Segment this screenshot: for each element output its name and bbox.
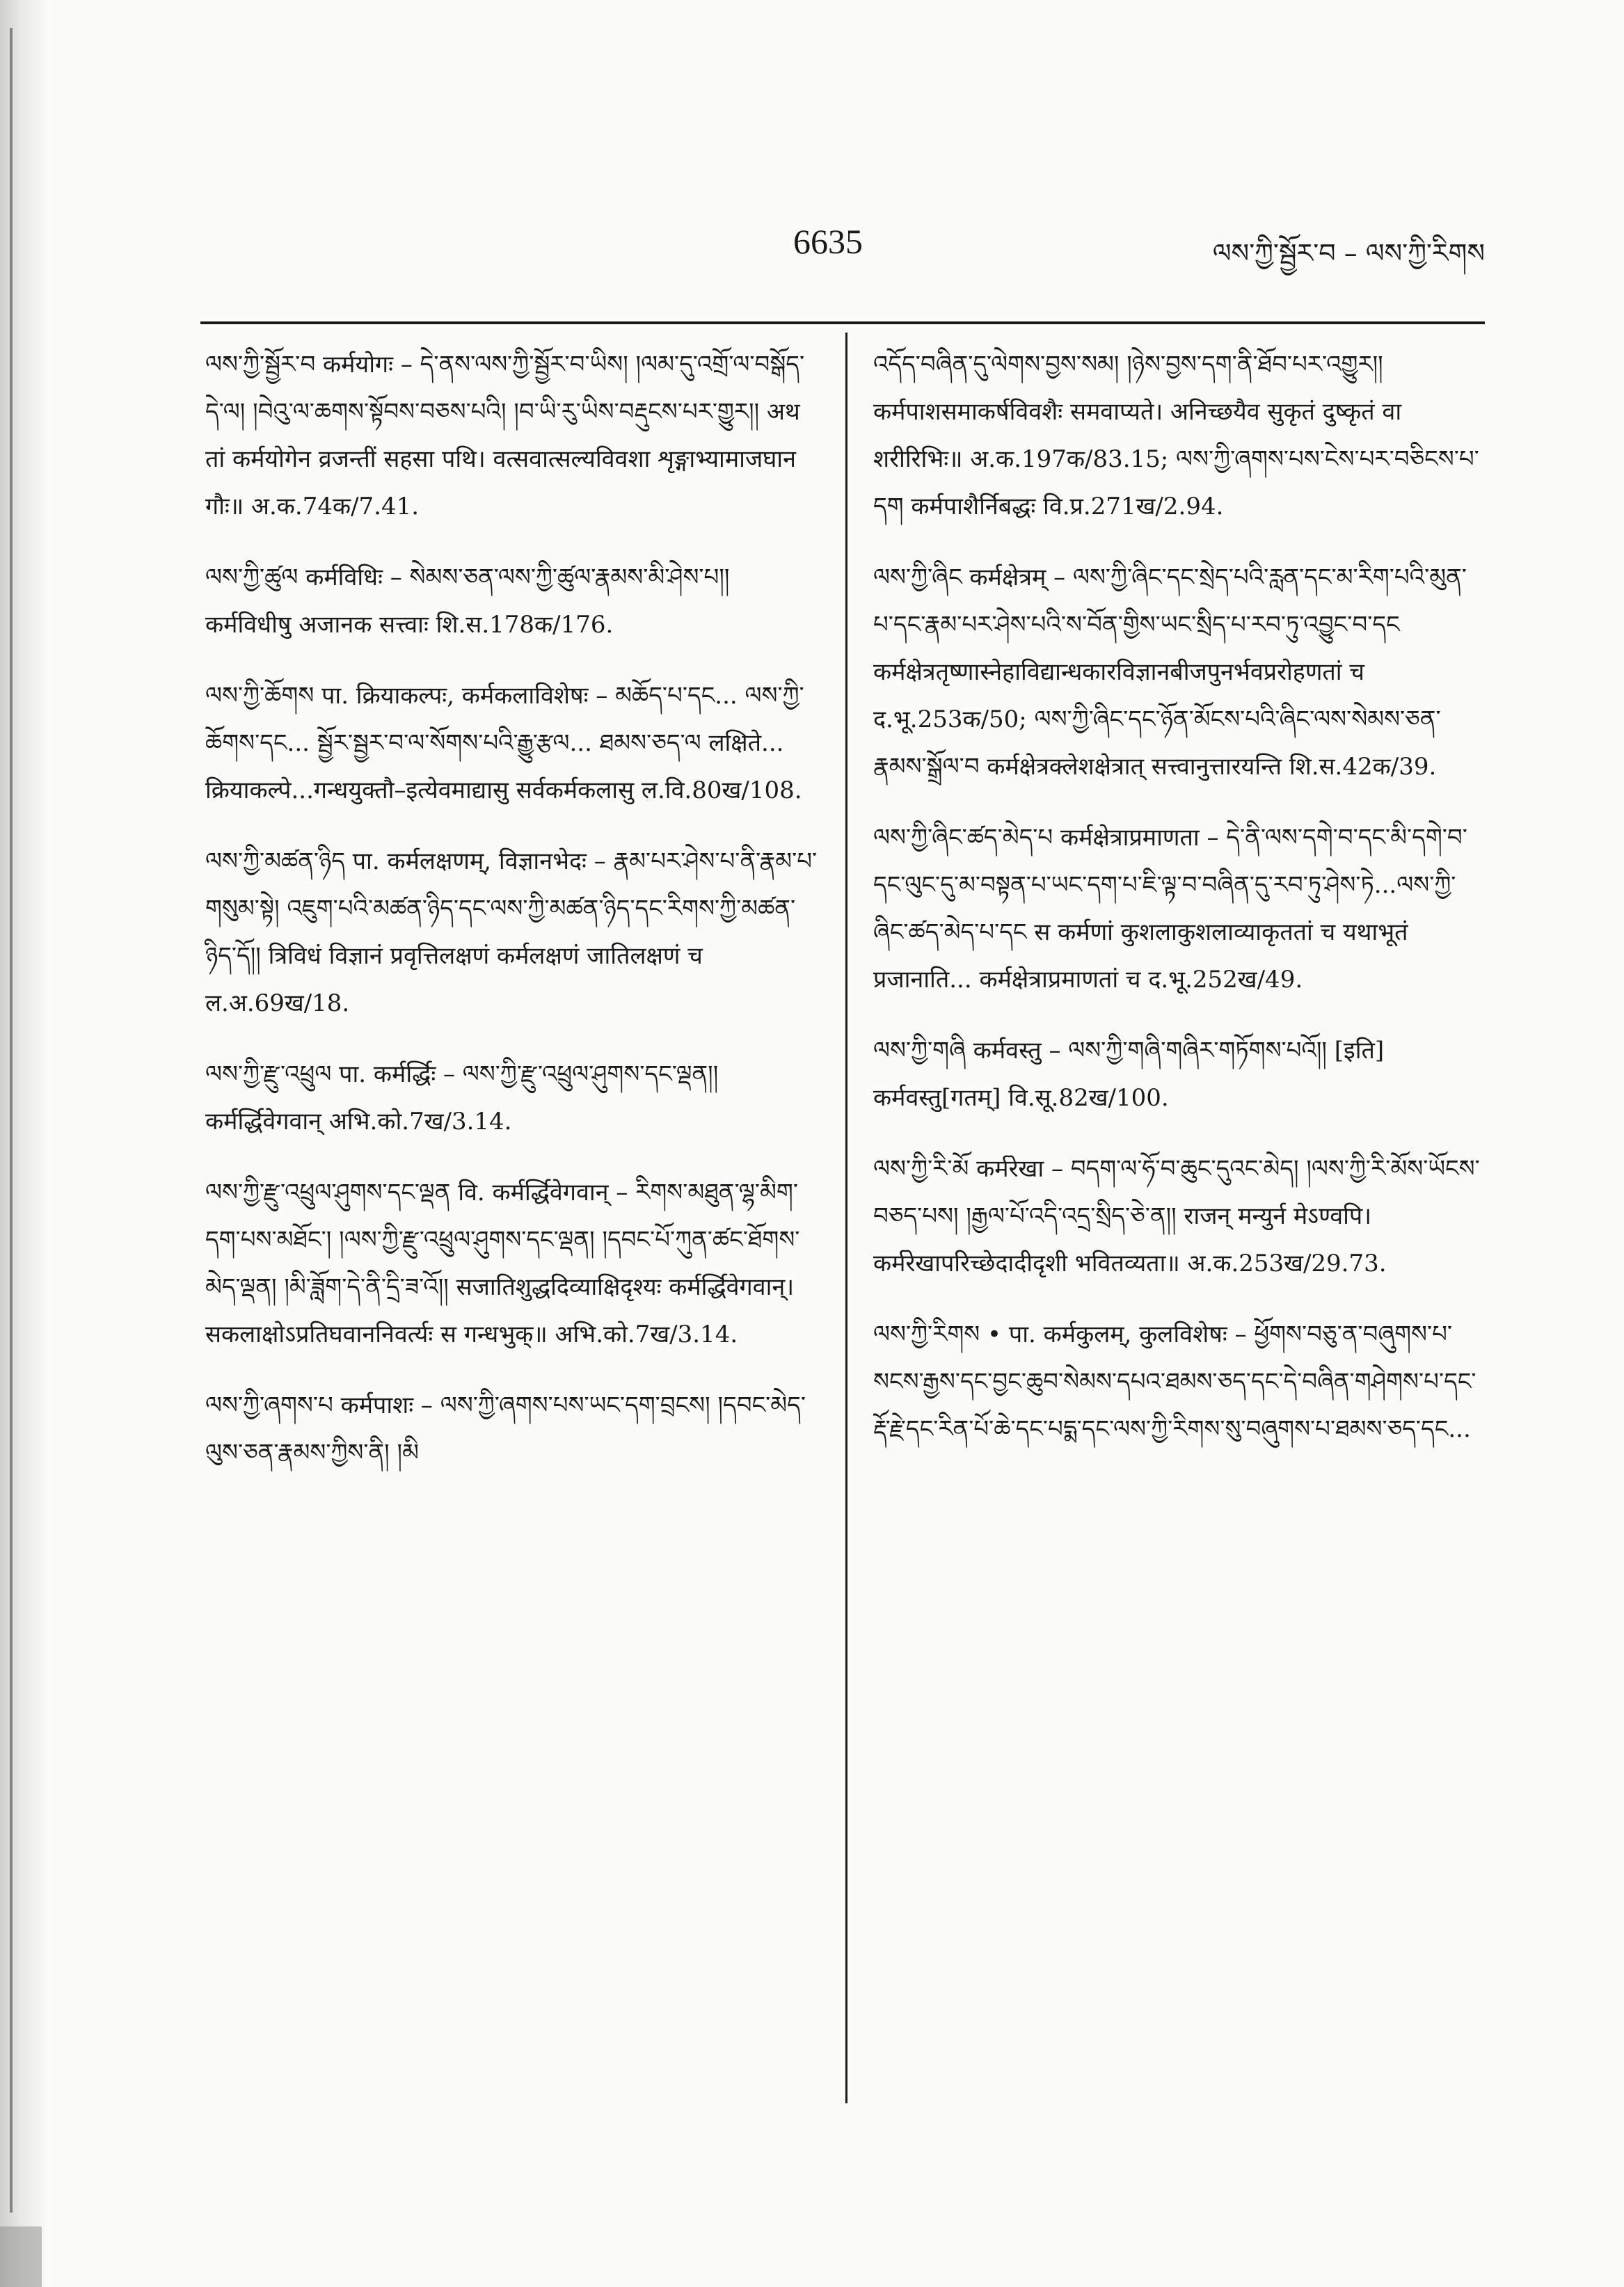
- entry-body: कर्मविधिः – སེམས་ཅན་ལས་ཀྱི་ཚུལ་རྣམས་མི་ཤེས་པ།། कर्मविधीषु अजानक सत्त्वाः शि.स.178क/176.: [205, 564, 730, 639]
- running-head: ལས་ཀྱི་སྦྱོར་བ – ལས་ཀྱི་རིགས: [1212, 238, 1485, 269]
- entry-body: पा. कर्मर्द्धिः – ལས་ཀྱི་རྫུ་འཕྲུལ་ཤུགས་དང་ལྡན།། कर्मर्द्धिवेगवान् अभि.को.7ख/3.14.: [205, 1060, 719, 1135]
- entry-headword: ལས་ཀྱི་ཚུལ: [205, 564, 306, 591]
- entry-headword: ལས་ཀྱི་རྫུ་འཕྲུལ་ཤུགས་དང་ལྡན: [205, 1179, 459, 1206]
- entry-body: पा. कर्मलक्षणम्, विज्ञानभेदः – རྣམ་པར་ཤེས་པ་ནི་རྣམ་པ་གསུམ་སྟེ། འཇུག་པའི་མཚན་ཉིད་དང་ལས་ཀྱི་མཚན་ཉིད་དང་རིགས་ཀྱི་མཚན་ཉིད་དོ།། त्रिविधं विज्ञानं प्रवृत्तिलक्षणं कर्मलक्षणं जातिलक्षणं च ल.अ.69ख/18.: [205, 847, 818, 1017]
- dictionary-entry: [205, 1382, 818, 1476]
- entry-headword: ལས་ཀྱི་རིགས: [873, 1321, 988, 1348]
- dictionary-entry-continuation: [873, 341, 1486, 530]
- entry-headword: ལས་ཀྱི་ཞིང་ཚད་མེད་པ: [873, 824, 1061, 852]
- dictionary-entry: [205, 554, 818, 648]
- entry-headword: ལས་ཀྱི་གཞི: [873, 1037, 973, 1065]
- dictionary-entry: [873, 1027, 1486, 1122]
- page-number: 6635: [793, 222, 863, 261]
- entry-body: • पा. कर्मकुलम्, कुलविशेषः – ཕྱོགས་བཅུ་ན་བཞུགས་པ་སངས་རྒྱས་དང་བྱང་ཆུབ་སེམས་དཔའ་ཐམས་ཅད་དང་དེ་བཞིན་གཤེགས་པ་དང་རྡོ་རྗེ་དང་རིན་པོ་ཆེ་དང་པདྨ་དང་ལས་ཀྱི་རིགས་སུ་བཞུགས་པ་ཐམས་ཅད་དང...: [873, 1321, 1476, 1443]
- dictionary-entry: [873, 1311, 1486, 1453]
- book-spine-line: [10, 28, 13, 2213]
- column-divider: [845, 333, 847, 2103]
- entry-headword: ལས་ཀྱི་ཞིང: [873, 564, 970, 591]
- entry-headword: ལས་ཀྱི་ཞགས་པ: [205, 1392, 341, 1419]
- left-column: [205, 341, 818, 1500]
- entry-headword: ལས་ཀྱི་རི་མོ: [873, 1155, 977, 1183]
- dictionary-entry: [205, 672, 818, 814]
- scan-edge-shading: [0, 0, 49, 2287]
- dictionary-entry: [205, 1169, 818, 1358]
- entry-headword: ལས་ཀྱི་སྦྱོར་བ: [205, 351, 324, 378]
- entry-body: कर्मपाशः – ལས་ཀྱི་ཞགས་པས་ཡང་དག་བྲངས། །དབང་མེད་ལུས་ཅན་རྣམས་ཀྱིས་ནི། །མི: [205, 1392, 806, 1467]
- entry-body: कर्मक्षेत्राप्रमाणता – དེ་ནི་ལས་དགེ་བ་དང་མི་དགེ་བ་དང་ལུང་དུ་མ་བསྟན་པ་ཡང་དག་པ་ཇི་ལྟ་བ་བཞིན་དུ་རབ་ཏུ་ཤེས་ཏེ...ལས་ཀྱི་ཞིང་ཚད་མེད་པ་དང स कर्मणां कुशलाकुशलाव्याकृततां च यथाभूतं प्रजानाति... कर्मक्षेत्राप्रमाणतां च द.भू.252ख/49.: [873, 824, 1467, 994]
- dictionary-entry: [205, 838, 818, 1027]
- dictionary-entry: [205, 341, 818, 530]
- right-column: [873, 341, 1486, 1476]
- dictionary-entry: [873, 814, 1486, 1003]
- entry-body: कर्मवस्तु – ལས་ཀྱི་གཞི་གཞིར་གཏོགས་པའོ།། [इति] कर्मवस्तु[गतम्] वि.सू.82ख/100.: [873, 1037, 1385, 1112]
- scan-corner-shadow: [0, 2226, 42, 2287]
- entry-headword: ལས་ཀྱི་མཚན་ཉིད: [205, 847, 353, 875]
- entry-body: कर्मक्षेत्रम् – ལས་ཀྱི་ཞིང་དང་སྲེད་པའི་རླན་དང་མ་རིག་པའི་མུན་པ་དང་རྣམ་པར་ཤེས་པའི་ས་བོན་གྱིས་ཡང་སྲིད་པ་རབ་ཏུ་འབྱུང་བ་དང कर्मक्षेत्रतृष्णास्नेहाविद्यान्धकारविज्ञानबीजपुनर्भवप्ररोहणतां च द.भू.253क/50; ལས་ཀྱི་ཞིང་དང་ཉོན་མོངས་པའི་ཞིང་ལས་སེམས་ཅན་རྣམས་སྒྲོལ་བ कर्मक्षेत्रक्लेशक्षेत्रात् सत्त्वानुत्तारयन्ति शि.स.42क/39.: [873, 564, 1467, 781]
- entry-headword: ལས་ཀྱི་རྫུ་འཕྲུལ: [205, 1060, 340, 1088]
- entry-headword: ལས་ཀྱི་ཆོགས: [205, 682, 322, 710]
- dictionary-entry: [873, 554, 1486, 790]
- entry-body: कर्मयोगः – དེ་ནས་ལས་ཀྱི་སྦྱོར་བ་ཡིས། །ལམ་དུ་འགྲོ་ལ་བསྒོད་དེ་ལ། །བེའུ་ལ་ཆགས་སྟོབས་བཅས་པའི། །བ་ཡི་རུ་ཡིས་བརྡུངས་པར་གྱུར།། अथ तां कर्मयोगेन व्रजन्तीं सहसा पथि। वत्सवात्सल्यविवशा शृङ्गाभ्यामाजघान गौः॥ अ.क.74क/7.41.: [205, 351, 805, 520]
- entry-body: कर्मरेखा – བདག་ལ་ཧོ་བ་ཆུང་དུའང་མེད། །ལས་ཀྱི་རི་མོས་ཡོངས་བཅད་པས། །རྒྱལ་པོ་འདི་འདྲ་སྲིད་ཅེ་ན།། राजन् मन्युर्न मेऽण्वपि। कर्मरेखापरिच्छेदादीदृशी भवितव्यता॥ अ.क.253ख/29.73.: [873, 1155, 1480, 1277]
- dictionary-entry: [205, 1051, 818, 1145]
- header-rule: [200, 321, 1485, 324]
- entry-body: पा. क्रियाकल्पः, कर्मकलाविशेषः – མཆོད་པ་དང... ལས་ཀྱི་ཆོགས་དང... སྦྱོར་སྦྱར་བ་ལ་སོགས་པའི་རྒྱུ་རྩལ... ཐམས་ཅད་ལ लक्षिते... क्रियाकल्पे...गन्धयुक्तौ–इत्येवमाद्यासु सर्वकर्मकलासु ल.वि.80ख/108.: [205, 682, 804, 804]
- entry-body: འདོད་བཞིན་དུ་ལེགས་བྱས་སམ། །ཉེས་བྱས་དག་ནི་ཐོབ་པར་འགྱུར།། कर्मपाशसमाकर्षविवशैः समवाप्यते। अनिच्छयैव सुकृतं दुष्कृतं वा शरीरिभिः॥ अ.क.197क/83.15; ལས་ཀྱི་ཞགས་པས་ངེས་པར་བཅིངས་པ་དག कर्मपाशैर्निबद्धः वि.प्र.271ख/2.94.: [873, 351, 1479, 520]
- entry-body: वि. कर्मर्द्धिवेगवान् – རིགས་མཐུན་ལྷ་མིག་དག་པས་མཐོང་། །ལས་ཀྱི་རྫུ་འཕྲུལ་ཤུགས་དང་ལྡན། །དབང་པོ་ཀུན་ཚང་ཐོགས་མེད་ལྡན། །མི་ཟློག་དེ་ནི་དྲི་ཟ་འོ།། सजातिशुद्धदिव्याक्षिदृश्यः कर्मर्द्धिवेगवान्। सकलाक्षोऽप्रतिघवाननिवर्त्यः स गन्धभुक्॥ अभि.को.7ख/3.14.: [205, 1179, 800, 1348]
- dictionary-entry: [873, 1145, 1486, 1287]
